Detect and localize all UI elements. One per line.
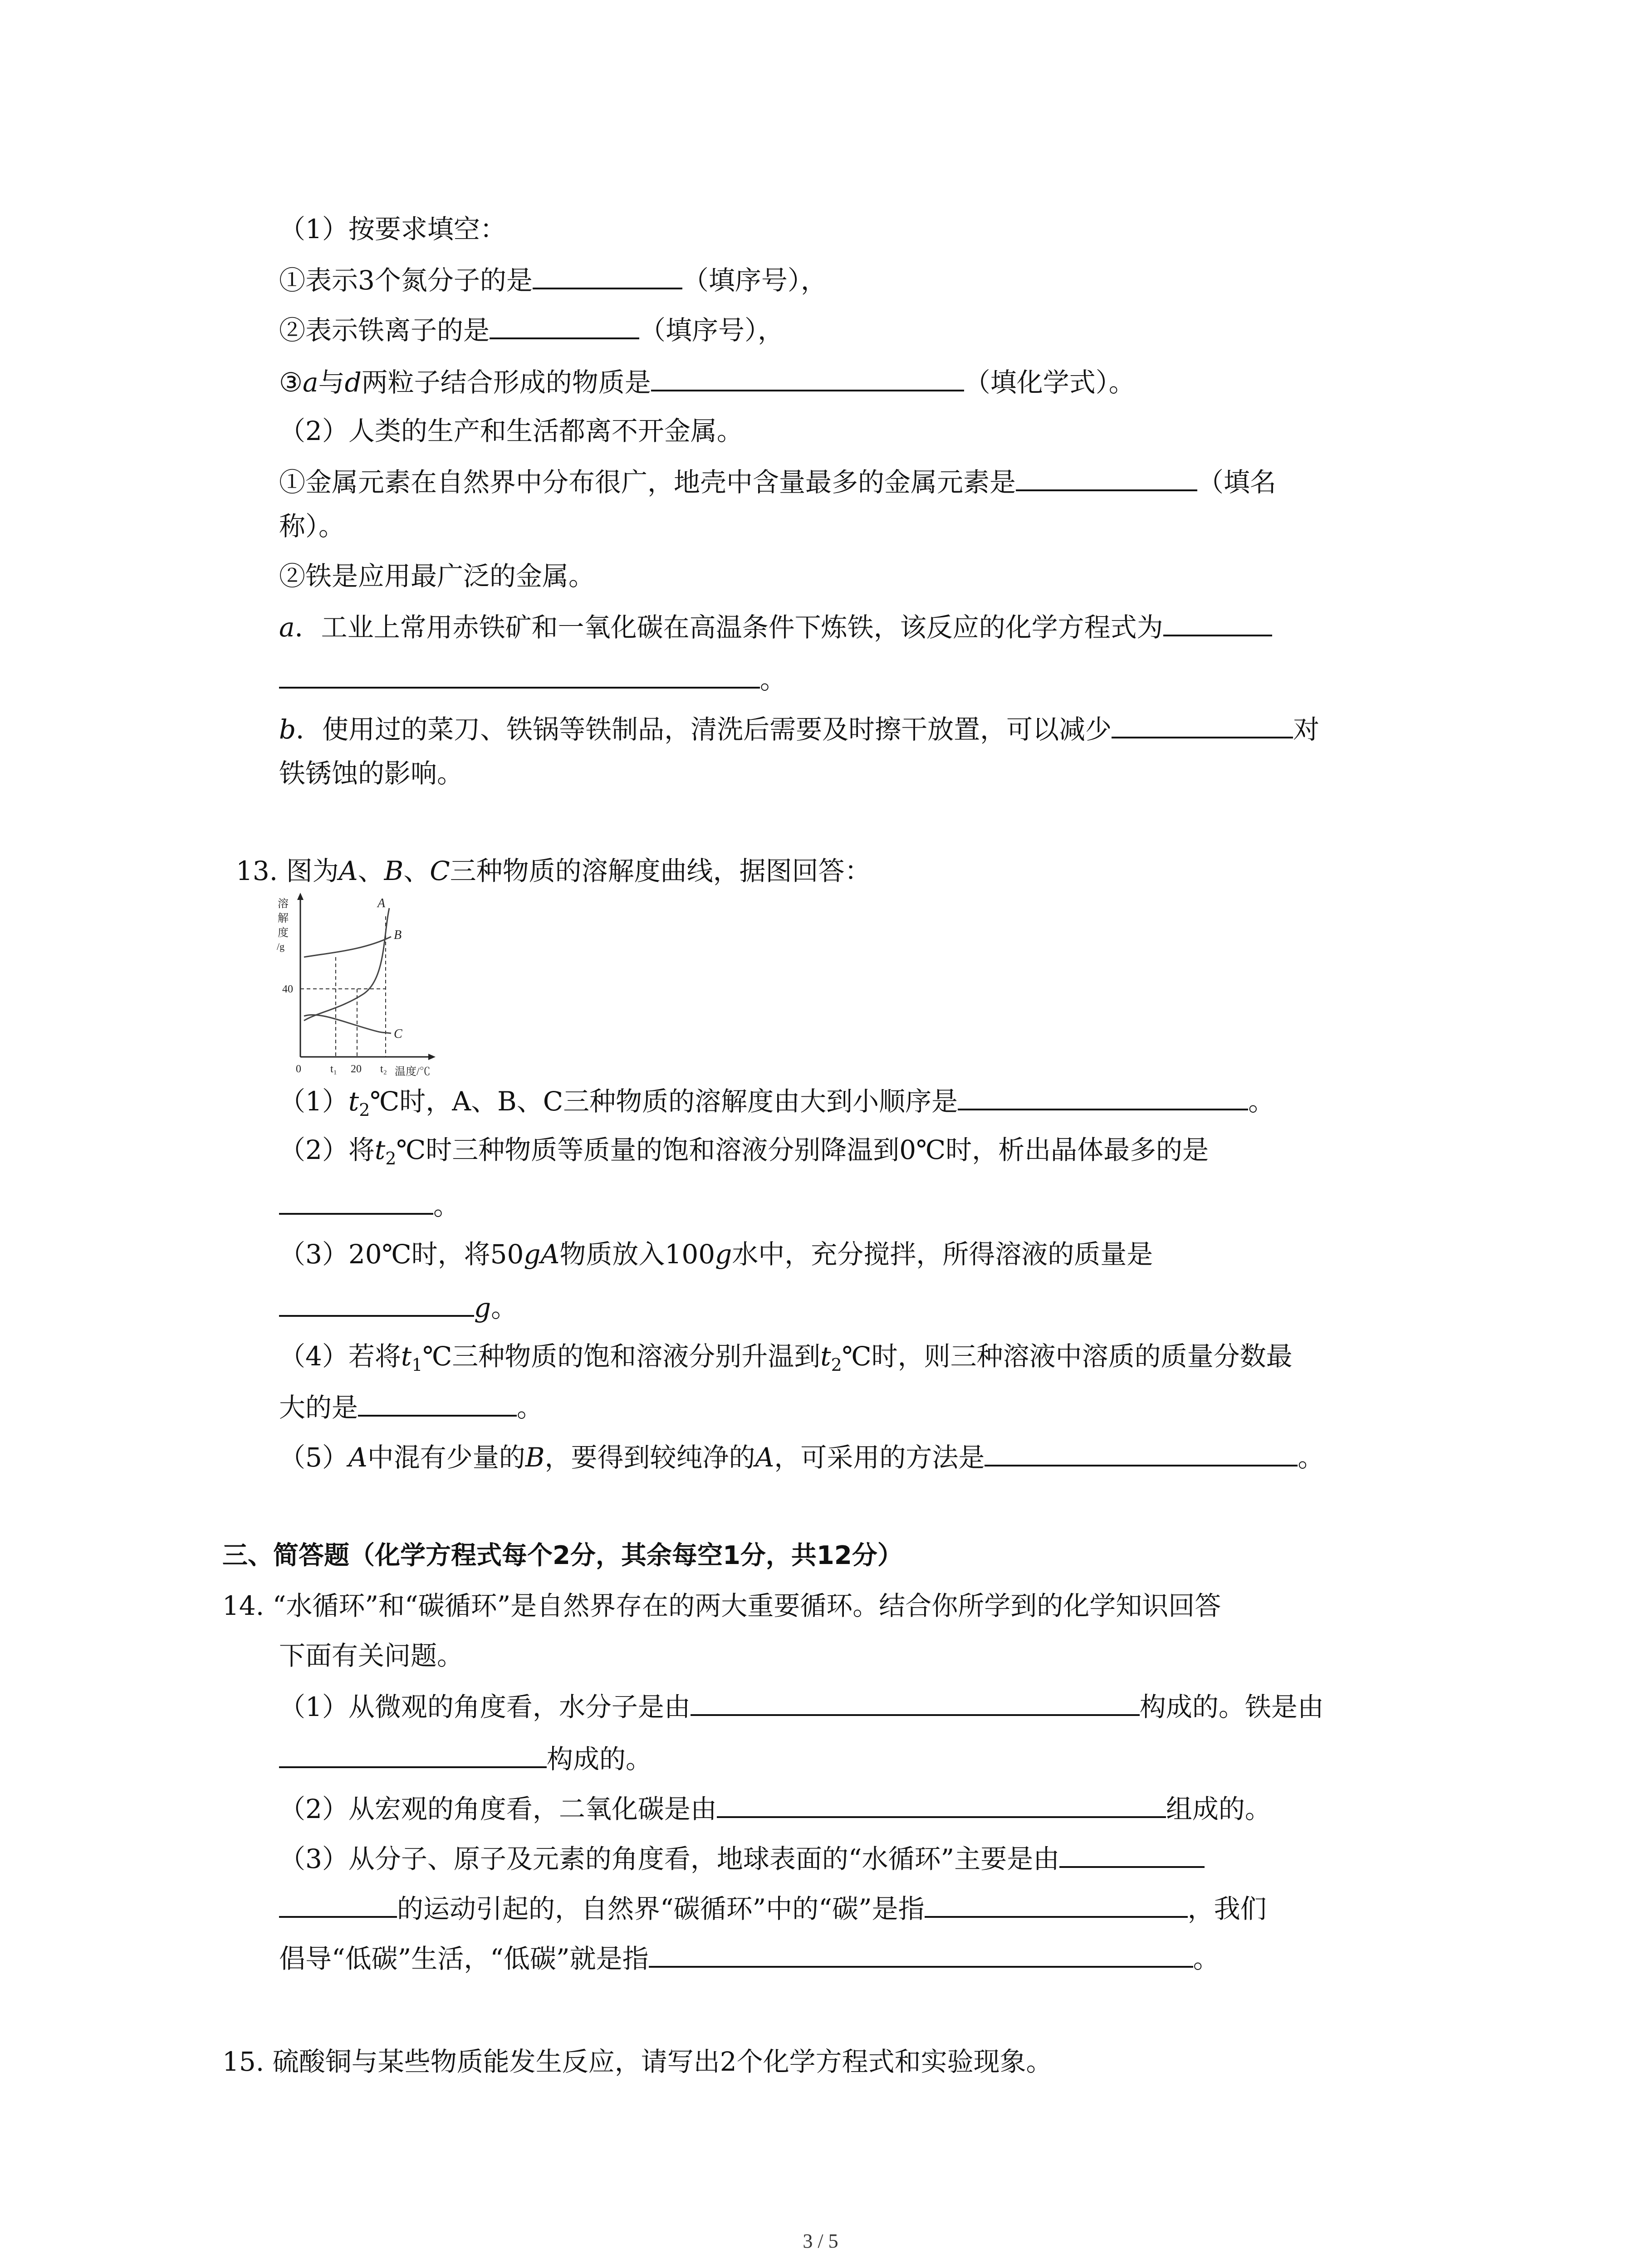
answer-blank[interactable] bbox=[279, 1892, 397, 1918]
part1-q2: ②表示铁离子的是 （填序号）， bbox=[279, 313, 784, 346]
x-tick-t2: t₂ bbox=[380, 1063, 387, 1075]
answer-blank[interactable] bbox=[985, 1440, 1298, 1466]
x-tick-20: 20 bbox=[351, 1063, 362, 1075]
q15-stem: 15. 硫酸铜与某些物质能发生反应，请写出2个化学方程式和实验现象。 bbox=[222, 2046, 1053, 2077]
y-tick-40: 40 bbox=[282, 983, 293, 995]
q14-stem: 14. “水循环”和“碳循环”是自然界存在的两大重要循环。结合你所学到的化学知识回答 bbox=[222, 1590, 1221, 1621]
q13-s3-cont: g。 bbox=[279, 1290, 517, 1324]
q13-s2: （2）将$t_2℃$时三种物质等质量的饱和溶液分别降温到0℃时，析出晶体最多的是 bbox=[279, 1134, 1209, 1168]
q13-stem: 13. 图为A、B、C三种物质的溶解度曲线，据图回答： bbox=[236, 855, 871, 886]
part2-qb: b．使用过的菜刀、铁锅等铁制品，清洗后需要及时擦干放置，可以减少 对 bbox=[279, 712, 1319, 745]
answer-blank[interactable] bbox=[279, 662, 760, 689]
answer-blank[interactable] bbox=[490, 313, 639, 339]
answer-blank[interactable] bbox=[533, 263, 682, 289]
section3-title: 三、简答题（化学方程式每个2分，其余每空1分，共12分） bbox=[222, 1541, 903, 1570]
curve-B bbox=[304, 937, 391, 957]
q14-s1: （1）从微观的角度看，水分子是由 构成的。铁是由 bbox=[279, 1690, 1324, 1723]
answer-blank[interactable] bbox=[1163, 610, 1272, 636]
curve-label-B: B bbox=[394, 928, 402, 942]
part2-q1-cont: 称）。 bbox=[279, 511, 345, 542]
curve-C bbox=[304, 1015, 391, 1033]
q14-stem-cont: 下面有关问题。 bbox=[279, 1640, 464, 1671]
answer-blank[interactable] bbox=[358, 1390, 517, 1417]
answer-blank[interactable] bbox=[651, 365, 964, 391]
part2-qb-cont: 铁锈蚀的影响。 bbox=[279, 758, 464, 789]
solubility-curve-figure bbox=[272, 889, 445, 1080]
q14-s3: （3）从分子、原子及元素的角度看，地球表面的“水循环”主要是由 bbox=[279, 1842, 1205, 1875]
curve-label-A: A bbox=[377, 896, 386, 910]
curve-label-C: C bbox=[394, 1027, 402, 1041]
y-axis-arrow-icon bbox=[297, 893, 304, 900]
part2-qa: a．工业上常用赤铁矿和一氧化碳在高温条件下炼铁，该反应的化学方程式为 bbox=[279, 610, 1272, 643]
y-axis-label-4: /g bbox=[277, 941, 285, 952]
part2-q2: ②铁是应用最广泛的金属。 bbox=[279, 561, 595, 591]
part1-q3: ③a与d两粒子结合形成的物质是 （填化学式）。 bbox=[279, 365, 1135, 398]
q14-s1-cont: 构成的。 bbox=[279, 1742, 652, 1775]
q14-s3-cont: 的运动引起的，自然界“碳循环”中的“碳”是指 ，我们 bbox=[279, 1892, 1267, 1925]
y-axis-label-2: 解 bbox=[278, 913, 289, 924]
page-number: 3 / 5 bbox=[803, 2230, 838, 2252]
part1-heading: （1）按要求填空： bbox=[279, 214, 506, 244]
answer-blank[interactable] bbox=[279, 1188, 433, 1215]
answer-blank[interactable] bbox=[925, 1892, 1188, 1918]
q13-s4: （4）若将$t_1℃$三种物质的饱和溶液分别升温到$t_2℃$时，则三种溶液中溶质的质量分数最 bbox=[279, 1341, 1293, 1375]
answer-blank[interactable] bbox=[1059, 1842, 1205, 1868]
q13-s1: $(1)t_2℃$时，A、B、C三种物质的溶解度由大到小顺序是 。 bbox=[279, 1084, 1274, 1126]
q14-s3-cont2: 倡导“低碳”生活，“低碳”就是指 。 bbox=[279, 1941, 1220, 1975]
part2-heading: （2）人类的生产和生活都离不开金属。 bbox=[279, 415, 743, 446]
answer-blank[interactable] bbox=[1016, 465, 1197, 491]
answer-blank[interactable] bbox=[649, 1941, 1193, 1968]
q13-s5: （5）A中混有少量的B，要得到较纯净的A，可采用的方法是 。 bbox=[279, 1440, 1324, 1473]
part2-qa-cont: 。 bbox=[279, 662, 786, 695]
x-axis-label: 温度/℃ bbox=[395, 1066, 431, 1078]
answer-blank[interactable] bbox=[691, 1690, 1140, 1716]
answer-blank[interactable] bbox=[279, 1290, 474, 1317]
answer-blank[interactable] bbox=[1112, 712, 1293, 738]
answer-blank[interactable] bbox=[958, 1084, 1248, 1110]
part2-q1: ①金属元素在自然界中分布很广，地壳中含量最多的金属元素是 （填名 bbox=[279, 465, 1276, 498]
x-tick-0: 0 bbox=[296, 1063, 301, 1075]
y-axis-label-3: 度 bbox=[278, 927, 289, 939]
x-axis-arrow-icon bbox=[428, 1054, 436, 1060]
part1-q1: ①表示3个氮分子的是 （填序号）， bbox=[279, 263, 827, 296]
q13-s3: （3）20℃时，将50gA物质放入100g水中，充分搅拌，所得溶液的质量是 bbox=[279, 1239, 1153, 1270]
answer-blank[interactable] bbox=[717, 1792, 1166, 1818]
answer-blank[interactable] bbox=[279, 1742, 547, 1768]
y-axis-label-1: 溶 bbox=[278, 898, 289, 910]
q13-s2-cont: 。 bbox=[279, 1188, 460, 1222]
curve-A bbox=[304, 908, 389, 1021]
q13-s4-cont: 大的是 。 bbox=[279, 1390, 543, 1423]
q14-s2: （2）从宏观的角度看，二氧化碳是由 组成的。 bbox=[279, 1792, 1271, 1825]
x-tick-t1: t₁ bbox=[330, 1063, 338, 1075]
